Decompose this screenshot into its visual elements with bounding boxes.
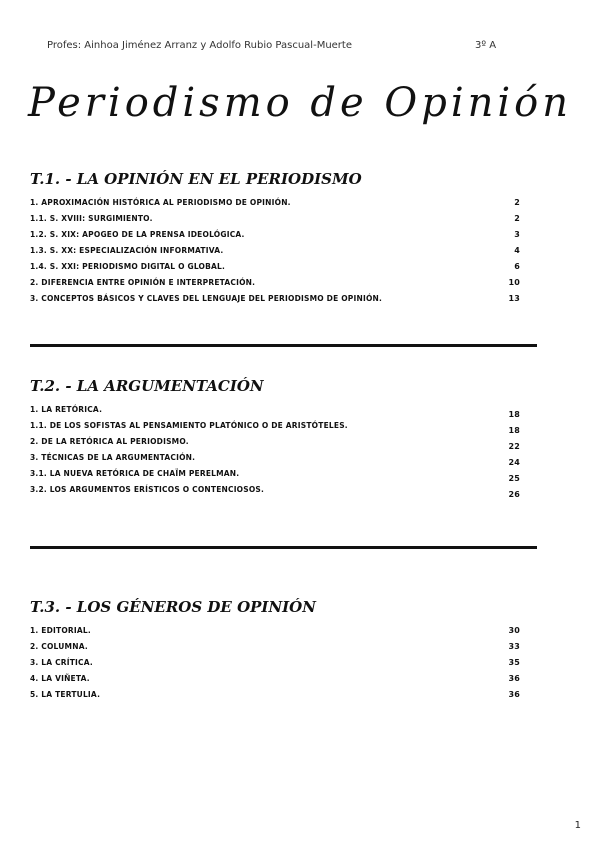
toc-entry [30, 275, 540, 291]
toc-entry [30, 655, 540, 671]
toc-entry-page: 18 [508, 410, 520, 419]
toc-entry-label: 3. LA CRÍTICA. [30, 658, 93, 667]
toc-entry-page: 36 [508, 674, 520, 683]
toc-entry-page: 33 [508, 642, 520, 651]
section-divider [30, 546, 537, 549]
toc-entry [30, 195, 540, 211]
section-title: T.1. - LA OPINIÓN EN EL PERIODISMO [30, 170, 362, 188]
toc-entry [30, 434, 540, 450]
section-title: T.3. - LOS GÉNEROS DE OPINIÓN [30, 598, 316, 616]
toc-entry-page: 10 [508, 278, 520, 287]
toc-entry-label: 1.4. S. XXI: PERIODISMO DIGITAL O GLOBAL. [30, 262, 226, 271]
toc-entry-label: 5. LA TERTULIA. [30, 690, 101, 699]
toc-entry-label: 1. EDITORIAL. [30, 626, 91, 635]
toc-entry-label: 1. LA RETÓRICA. [30, 405, 103, 414]
toc-entry [30, 418, 540, 434]
toc-entry [30, 259, 540, 275]
toc-entry-label: 1.1. S. XVIII: SURGIMIENTO. [30, 214, 153, 223]
toc-entry-page: 22 [508, 442, 520, 451]
toc-entry [30, 227, 540, 243]
toc-entry-page: 36 [508, 690, 520, 699]
toc-entry-page: 2 [514, 198, 520, 207]
document-title: Periodismo de Opinión [27, 80, 573, 126]
toc-entry-label: 3. CONCEPTOS BÁSICOS Y CLAVES DEL LENGUAJE DEL PERIODISMO DE OPINIÓN. [30, 294, 383, 303]
toc-entry [30, 687, 540, 703]
toc-entry-page: 30 [508, 626, 520, 635]
toc-entry-label: 3.2. LOS ARGUMENTOS ERÍSTICOS O CONTENCIOSOS. [30, 485, 265, 494]
toc-entry-label: 4. LA VIÑETA. [30, 674, 90, 683]
toc-entry-page: 13 [508, 294, 520, 303]
toc-section-3 [30, 598, 540, 703]
toc-entry-label: 1. APROXIMACIÓN HISTÓRICA AL PERIODISMO DE OPINIÓN. [30, 198, 291, 207]
toc-entry [30, 623, 540, 639]
toc-entry-label: 1.3. S. XX: ESPECIALIZACIÓN INFORMATIVA. [30, 246, 224, 255]
toc-entry-label: 3. TÉCNICAS DE LA ARGUMENTACIÓN. [30, 453, 196, 462]
toc-entry-page: 18 [508, 426, 520, 435]
toc-entry-page: 24 [508, 458, 520, 467]
toc-entry [30, 671, 540, 687]
toc-entry [30, 466, 540, 482]
toc-entry-label: 2. DIFERENCIA ENTRE OPINIÓN E INTERPRETACIÓN. [30, 278, 256, 287]
grade-text: 3º A [475, 40, 497, 51]
toc-entry [30, 639, 540, 655]
toc-entry-page: 25 [508, 474, 520, 483]
section-title: T.2. - LA ARGUMENTACIÓN [30, 377, 264, 395]
toc-entry-label: 2. DE LA RETÓRICA AL PERIODISMO. [30, 437, 189, 446]
page-number: 1 [574, 820, 581, 831]
toc-entry-label: 1.1. DE LOS SOFISTAS AL PENSAMIENTO PLATÓNICO O DE ARISTÓTELES. [30, 421, 348, 430]
toc-entry [30, 450, 540, 466]
toc-section-1 [30, 170, 540, 307]
toc-entry-page: 2 [514, 214, 520, 223]
toc-entry-page: 4 [514, 246, 520, 255]
toc-entry-label: 2. COLUMNA. [30, 642, 88, 651]
toc-entry [30, 243, 540, 259]
toc-entry [30, 211, 540, 227]
toc-entry-page: 26 [508, 490, 520, 499]
toc-entry-page: 35 [508, 658, 520, 667]
toc-entry-label: 1.2. S. XIX: APOGEO DE LA PRENSA IDEOLÓGICA. [30, 230, 245, 239]
toc-entry-label: 3.1. LA NUEVA RETÓRICA DE CHAÏM PERELMAN. [30, 469, 240, 478]
section-divider [30, 344, 537, 347]
toc-entry [30, 291, 540, 307]
teachers-text: Profes: Ainhoa Jiménez Arranz y Adolfo Rubio Pascual-Muerte [47, 40, 352, 51]
toc-entry [30, 402, 540, 418]
toc-entry [30, 482, 540, 498]
toc-entry-page: 3 [514, 230, 520, 239]
toc-section-2 [30, 377, 540, 498]
toc-entry-page: 6 [514, 262, 520, 271]
